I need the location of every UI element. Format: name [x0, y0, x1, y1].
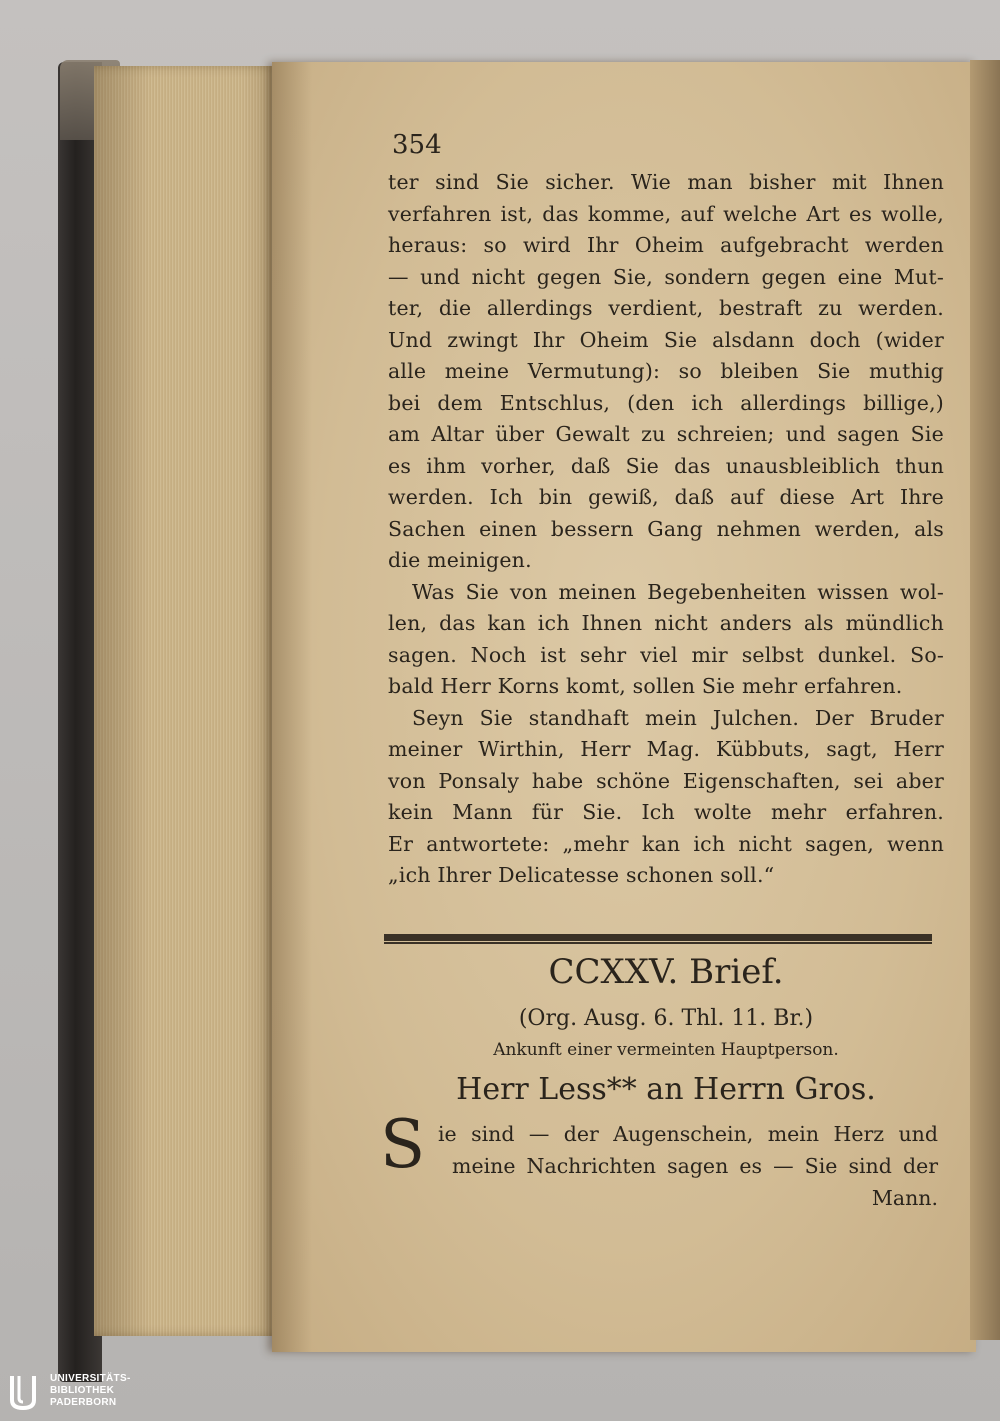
text-line: len, das kan ich Ihnen nicht anders als mündlich	[388, 611, 944, 635]
text-line: Und zwingt Ihr Oheim Sie alsdann doch (wider	[388, 327, 944, 352]
letter-body-line: meine Nachrichten sagen es — Sie sind der	[452, 1154, 938, 1178]
letter-source: (Org. Ausg. 6. Thl. 11. Br.)	[518, 1006, 814, 1031]
text-line: bei dem Entschlus, (den ich allerdings billige,)	[388, 390, 944, 415]
text-line: alle meine Vermutung): so bleiben Sie muthig	[388, 359, 944, 383]
text-line: kein Mann für Sie. Ich wolte mehr erfahren.	[388, 800, 944, 824]
right-page-edge	[970, 60, 1000, 1340]
text-line: die meinigen.	[388, 548, 532, 572]
text-line: bald Herr Korns komt, sollen Sie mehr erfahren.	[388, 674, 903, 698]
drop-cap: S	[380, 1106, 426, 1183]
letter-address: Herr Less** an Herrn Gros.	[456, 1072, 876, 1107]
text-line: von Ponsaly habe schöne Eigenschaften, sei aber	[388, 768, 944, 793]
library-logo-icon	[8, 1374, 38, 1412]
letter-body-line: Mann.	[871, 1186, 938, 1210]
letter-body-line: ie sind — der Augenschein, mein Herz und	[438, 1122, 938, 1146]
text-line: sagen. Noch ist sehr viel mir selbst dunkel. So-	[388, 642, 944, 667]
text-line: am Altar über Gewalt zu schreien; und sagen Sie	[388, 422, 944, 446]
text-line: verfahren ist, das komme, auf welche Art es wolle,	[388, 201, 944, 226]
text-line: Was Sie von meinen Begebenheiten wissen wol-	[412, 579, 944, 604]
page-number: 354	[392, 130, 442, 160]
section-rule	[384, 934, 932, 941]
text-line: Sachen einen bessern Gang nehmen werden, als	[388, 516, 944, 541]
text-line: werden. Ich bin gewiß, daß auf diese Art Ihre	[388, 485, 944, 509]
library-logo	[8, 1370, 148, 1418]
text-line: „ich Ihrer Delicatesse schonen soll.“	[388, 863, 775, 887]
library-logo-text: BIBLIOTHEK	[50, 1385, 115, 1396]
letter-subtitle: Ankunft einer vermeinten Hauptperson.	[493, 1040, 839, 1060]
text-line: Seyn Sie standhaft mein Julchen. Der Bruder	[412, 705, 944, 730]
text-line: es ihm vorher, daß Sie das unausbleiblich thun	[388, 453, 944, 478]
page-gutter-shadow	[272, 62, 312, 1352]
library-logo-text: UNIVERSITÄTS-	[50, 1373, 131, 1384]
text-line: meiner Wirthin, Herr Mag. Kübbuts, sagt, Herr	[388, 737, 944, 761]
text-line: heraus: so wird Ihr Oheim aufgebracht werden	[388, 233, 944, 257]
section-rule-thin	[384, 942, 932, 944]
page-stack-edge	[94, 66, 280, 1336]
library-logo-text: PADERBORN	[50, 1397, 117, 1408]
text-line: — und nicht gegen Sie, sondern gegen eine Mut-	[388, 264, 944, 289]
text-line: Er antwortete: „mehr kan ich nicht sagen, wenn	[388, 831, 944, 856]
text-line: ter, die allerdings verdient, bestraft zu werden.	[388, 296, 944, 320]
text-line: ter sind Sie sicher. Wie man bisher mit Ihnen	[388, 170, 944, 194]
letter-heading: CCXXV. Brief.	[548, 952, 784, 992]
